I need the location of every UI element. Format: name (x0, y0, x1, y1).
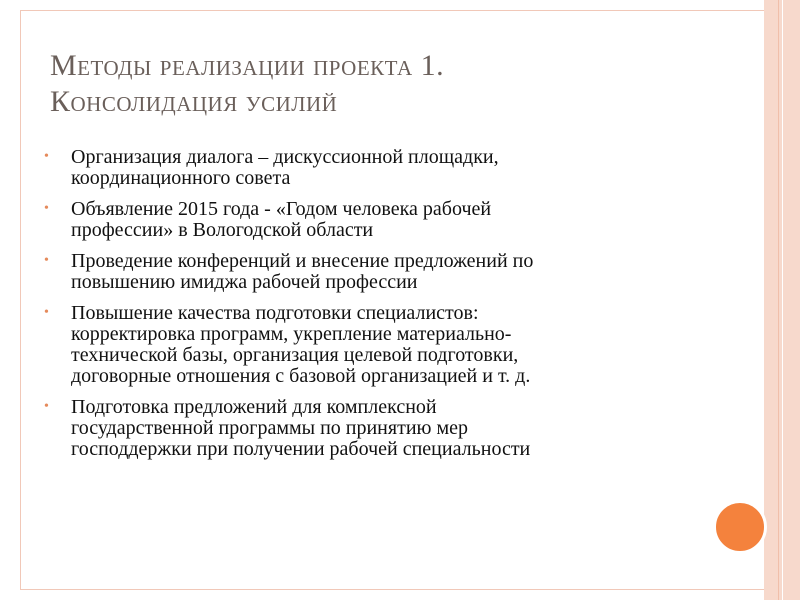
list-item (44, 199, 664, 241)
list-item (44, 251, 664, 293)
list-item (44, 147, 664, 189)
right-border-line (778, 0, 779, 600)
bullet-icon: • (44, 399, 49, 414)
title-line-2: Консолидация усилий (50, 85, 338, 118)
list-item (44, 303, 664, 387)
bullet-icon: • (44, 253, 49, 268)
bullet-text-line: технической базы, организация целевой подготовки, (71, 344, 519, 366)
bullet-text-line: Объявление 2015 года - «Годом человека рабочей (71, 198, 492, 220)
bullet-text-line: координационного совета (71, 167, 291, 189)
list-item (44, 397, 664, 460)
bullet-text-line: корректировка программ, укрепление материально- (71, 323, 512, 345)
slide-title (50, 48, 730, 120)
bullet-text-line: Организация диалога – дискуссионной площадки, (71, 146, 499, 168)
bullet-list (44, 147, 664, 470)
bullet-text-line: договорные отношения с базовой организацией и т. д. (71, 365, 531, 387)
right-inner-line (782, 0, 783, 600)
bullet-icon: • (44, 149, 49, 164)
accent-circle-icon (713, 500, 767, 554)
bullet-text-line: профессии» в Вологодской области (71, 219, 374, 241)
bullet-icon: • (44, 201, 49, 216)
bullet-text-line: повышению имиджа рабочей профессии (71, 271, 418, 293)
bullet-icon: • (44, 305, 49, 320)
bullet-text-line: господдержки при получении рабочей специальности (71, 438, 531, 460)
title-line-1: Методы реализации проекта 1. (50, 49, 445, 82)
bullet-text-line: Подготовка предложений для комплексной (71, 396, 437, 418)
bullet-text-line: Повышение качества подготовки специалистов: (71, 302, 479, 324)
bullet-text-line: государственной программы по принятию мер (71, 417, 469, 439)
bullet-text-line: Проведение конференций и внесение предложений по (71, 250, 534, 272)
